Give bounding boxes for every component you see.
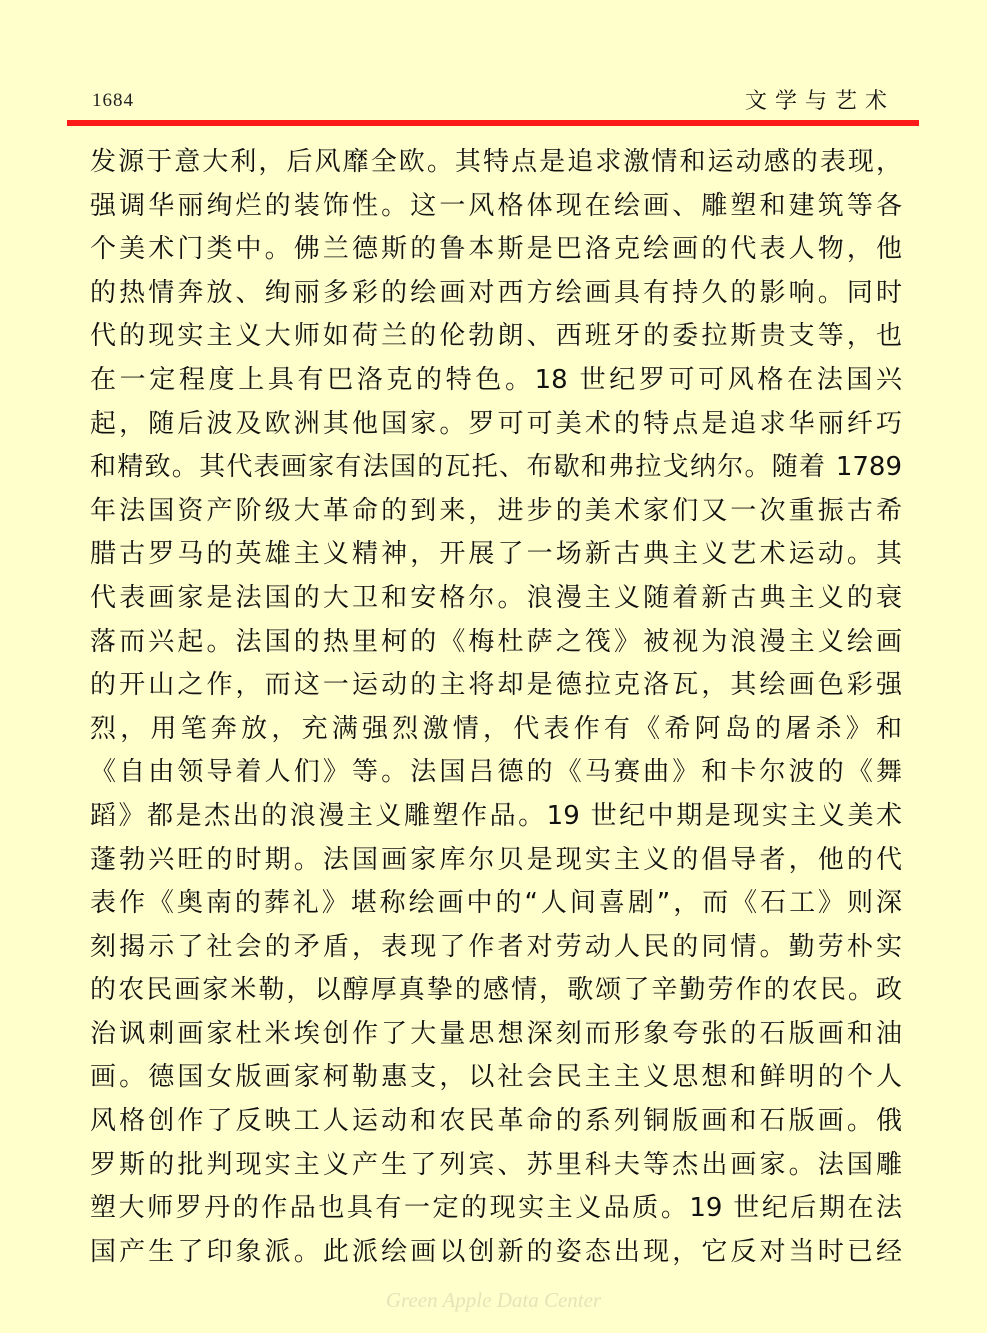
text-line: 代表画家是法国的大卫和安格尔。浪漫主义随着新古典主义的衰 <box>90 582 902 613</box>
text-line: 国产生了印象派。此派绘画以创新的姿态出现，它反对当时已经 <box>90 1236 902 1267</box>
text-line: 烈，用笔奔放，充满强烈激情，代表作有《希阿岛的屠杀》和 <box>90 713 902 744</box>
section-title: 文学与艺术 <box>744 89 895 114</box>
text-line: 在一定程度上具有巴洛克的特色。18 世纪罗可可风格在法国兴 <box>90 364 902 395</box>
text-line: 罗斯的批判现实主义产生了列宾、苏里科夫等杰出画家。法国雕 <box>90 1149 902 1180</box>
text-line: 塑大师罗丹的作品也具有一定的现实主义品质。19 世纪后期在法 <box>90 1193 902 1224</box>
text-line: 治讽刺画家杜米埃创作了大量思想深刻而形象夸张的石版画和油 <box>90 1018 902 1049</box>
text-line: 《自由领导着人们》等。法国吕德的《马赛曲》和卡尔波的《舞 <box>90 757 902 788</box>
watermark: Green Apple Data Center <box>385 1288 602 1312</box>
text-line: 发源于意大利，后风靡全欧。其特点是追求激情和运动感的表现， <box>90 147 902 177</box>
text-line: 表作《奥南的葬礼》堪称绘画中的“人间喜剧”，而《石工》则深 <box>90 888 902 919</box>
page-number: 1684 <box>92 90 134 111</box>
text-line: 落而兴起。法国的热里柯的《梅杜萨之筏》被视为浪漫主义绘画 <box>90 626 902 657</box>
body-text <box>90 141 902 1274</box>
text-line: 蓬勃兴旺的时期。法国画家库尔贝是现实主义的倡导者，他的代 <box>90 844 902 875</box>
header-rule <box>67 120 919 126</box>
text-line: 强调华丽绚烂的装饰性。这一风格体现在绘画、雕塑和建筑等各 <box>90 190 902 221</box>
text-line: 起，随后波及欧洲其他国家。罗可可美术的特点是追求华丽纤巧 <box>90 408 902 439</box>
text-line: 的热情奔放、绚丽多彩的绘画对西方绘画具有持久的影响。同时 <box>90 277 902 308</box>
text-line: 风格创作了反映工人运动和农民革命的系列铜版画和石版画。俄 <box>90 1106 902 1137</box>
text-line: 年法国资产阶级大革命的到来，进步的美术家们又一次重振古希 <box>90 495 902 526</box>
text-line: 的开山之作，而这一运动的主将却是德拉克洛瓦，其绘画色彩强 <box>90 670 902 701</box>
text-line: 刻揭示了社会的矛盾，表现了作者对劳动人民的同情。勤劳朴实 <box>90 931 902 962</box>
text-line: 蹈》都是杰出的浪漫主义雕塑作品。19 世纪中期是现实主义美术 <box>90 800 902 831</box>
text-line: 腊古罗马的英雄主义精神，开展了一场新古典主义艺术运动。其 <box>90 539 902 570</box>
text-line: 和精致。其代表画家有法国的瓦托、布歇和弗拉戈纳尔。随着 1789 <box>90 452 902 483</box>
text-line: 个美术门类中。佛兰德斯的鲁本斯是巴洛克绘画的代表人物，他 <box>90 234 902 265</box>
text-line: 画。德国女版画家柯勒惠支，以社会民主主义思想和鲜明的个人 <box>90 1062 902 1093</box>
text-line: 代的现实主义大师如荷兰的伦勃朗、西班牙的委拉斯贵支等，也 <box>90 321 902 352</box>
text-line: 的农民画家米勒，以醇厚真挚的感情，歌颂了辛勤劳作的农民。政 <box>90 975 902 1006</box>
